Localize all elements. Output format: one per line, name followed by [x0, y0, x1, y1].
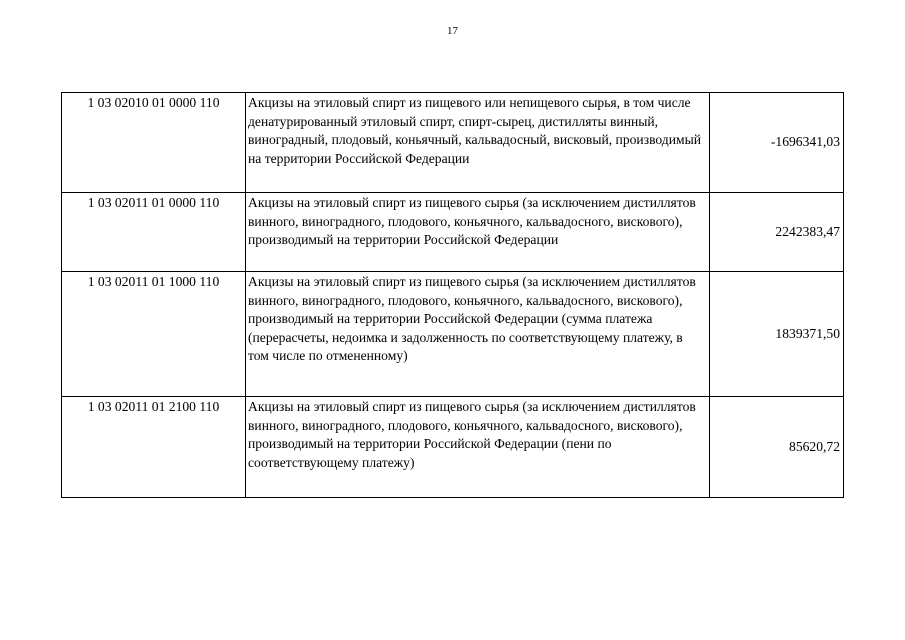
table-row	[62, 93, 844, 193]
description-cell: Акцизы на этиловый спирт из пищевого сырья (за исключением дистиллятов винного, виноградного, плодового, коньячного, кальвадосного, вискового), производимый на территории Российской Федерации (пени по соответствующему платежу)	[246, 397, 710, 498]
table-row	[62, 272, 844, 397]
amount-cell: 2242383,47	[710, 193, 844, 272]
amount-cell: 85620,72	[710, 397, 844, 498]
description-cell: Акцизы на этиловый спирт из пищевого сырья (за исключением дистиллятов винного, виноградного, плодового, коньячного, кальвадосного, вискового), производимый на территории Российской Федерации (сумма платежа (перерасчеты, недоимка и задолженность по соответствующему платежу, в том числе по отмененному)	[246, 272, 710, 397]
amount-cell: 1839371,50	[710, 272, 844, 397]
description-cell: Акцизы на этиловый спирт из пищевого или непищевого сырья, в том числе денатурированный этиловый спирт, спирт-сырец, дистилляты винный, виноградный, плодовый, коньячный, кальвадосный, висковый, производимый на территории Российской Федерации	[246, 93, 710, 193]
budget-code-cell: 1 03 02011 01 2100 110	[62, 397, 246, 498]
budget-code-cell: 1 03 02010 01 0000 110	[62, 93, 246, 193]
table-row	[62, 193, 844, 272]
budget-code-cell: 1 03 02011 01 0000 110	[62, 193, 246, 272]
table-row	[62, 397, 844, 498]
revenue-table	[61, 92, 844, 498]
amount-cell: -1696341,03	[710, 93, 844, 193]
description-cell: Акцизы на этиловый спирт из пищевого сырья (за исключением дистиллятов винного, виноградного, плодового, коньячного, кальвадосного, вискового), производимый на территории Российской Федерации	[246, 193, 710, 272]
budget-code-cell: 1 03 02011 01 1000 110	[62, 272, 246, 397]
page-number: 17	[447, 25, 458, 37]
